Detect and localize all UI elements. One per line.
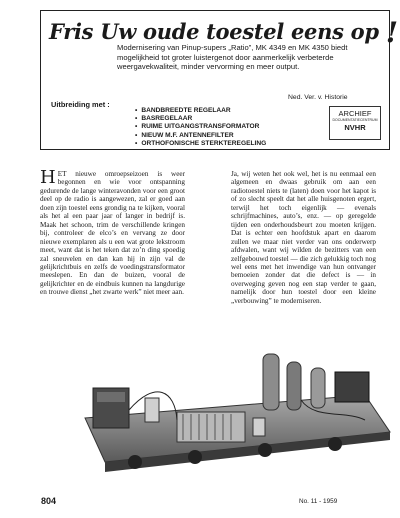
left-column-text: ET nieuwe omroepseizoen is weer begonnen en wie voor ontspanning gedurende de lange winteravonden voor een groot deel op de radio is aangewezen, zal er goed aan doen zijn toestel eens grondig na te kijken, vooral als het al een paar jaar of langer in bedrijf is. Maak het schoon, trim de verschillende kringen bij, controleer de elco’s en vervang ze door nieuwe exemplaren als u een wat grote lekstroom meet, want dat is het teken dat zo’n ding spoedig zal sneuvelen en dan kan hij in zijn val de gelijkrichtbuis en zelfs de voedingstransformator meeslepen. En dan de buizen, vooral de gelijkrichter en de eindbuis kunnen na langdurige en trouwe dienst „het zwarte werk” niet meer aan. bbox=[40, 170, 185, 297]
archive-credit: Ned. Ver. v. Historie bbox=[288, 94, 348, 101]
drop-cap: H bbox=[40, 167, 56, 188]
article-column-right: Ja, wij weten het ook wel, het is nu eenmaal een algemeen en dwaas gebruik om aan een radiotoestel niets te (laten) doen voor het kapot is of zo slecht speelt dat het alle huisgenoten ergert, terwijl het toch eigenlijk — evenals schrijfmachines, auto’s, enz. — op geregelde tijden een onderhoudsbeurt zou moeten krijgen. Dat is echter een hoofdstuk apart en daarom zullen we maar niet verder van ons onderwerp afdwalen, want wij wilden de bezitters van een zelfgebouwd toestel — die zich gelukkig toch nog wel eens met het inwendige van hun ontvanger bemoeien zonder dat die defect is — in overweging geven nog een stap verder te gaan, namelijk door hun toestel door een kleine „verbouwing” te moderniseren. bbox=[231, 170, 376, 305]
intro-text: Modernisering van Pinup-supers „Ratio”, MK 4349 en MK 4350 biedt mogelijkheid tot groter luistergenot door aanmerkelijk verbeterde weergavekwaliteit, minder vervorming en meer output. bbox=[117, 43, 348, 72]
header-box bbox=[40, 10, 398, 150]
extension-label: Uitbreiding met : bbox=[51, 100, 110, 109]
feature-item: • NIEUW M.F. ANTENNEFILTER bbox=[135, 132, 266, 140]
article-title: Fris Uw oude toestel eens op ! bbox=[49, 16, 398, 49]
feature-item: • BASREGELAAR bbox=[135, 115, 266, 123]
article-column-left bbox=[40, 167, 185, 297]
stamp-line-documentatiecentrum: DOCUMENTATIECENTRUM bbox=[332, 118, 378, 122]
radio-chassis-photo bbox=[65, 340, 395, 480]
title-exclamation: ! bbox=[385, 16, 398, 49]
issue-number: No. 11 - 1959 bbox=[299, 498, 338, 505]
feature-item: • ORTHOFONISCHE STERKTEREGELING bbox=[135, 140, 266, 148]
feature-list bbox=[135, 107, 266, 148]
feature-item: • RUIME UITGANGSTRANSFORMATOR bbox=[135, 123, 266, 131]
feature-item: • BANDBREEDTE REGELAAR bbox=[135, 107, 266, 115]
page-number: 804 bbox=[41, 496, 57, 506]
stamp-line-nvhr: NVHR bbox=[344, 123, 366, 132]
archive-stamp bbox=[329, 106, 381, 140]
stamp-line-archief: ARCHIEF bbox=[338, 109, 372, 118]
